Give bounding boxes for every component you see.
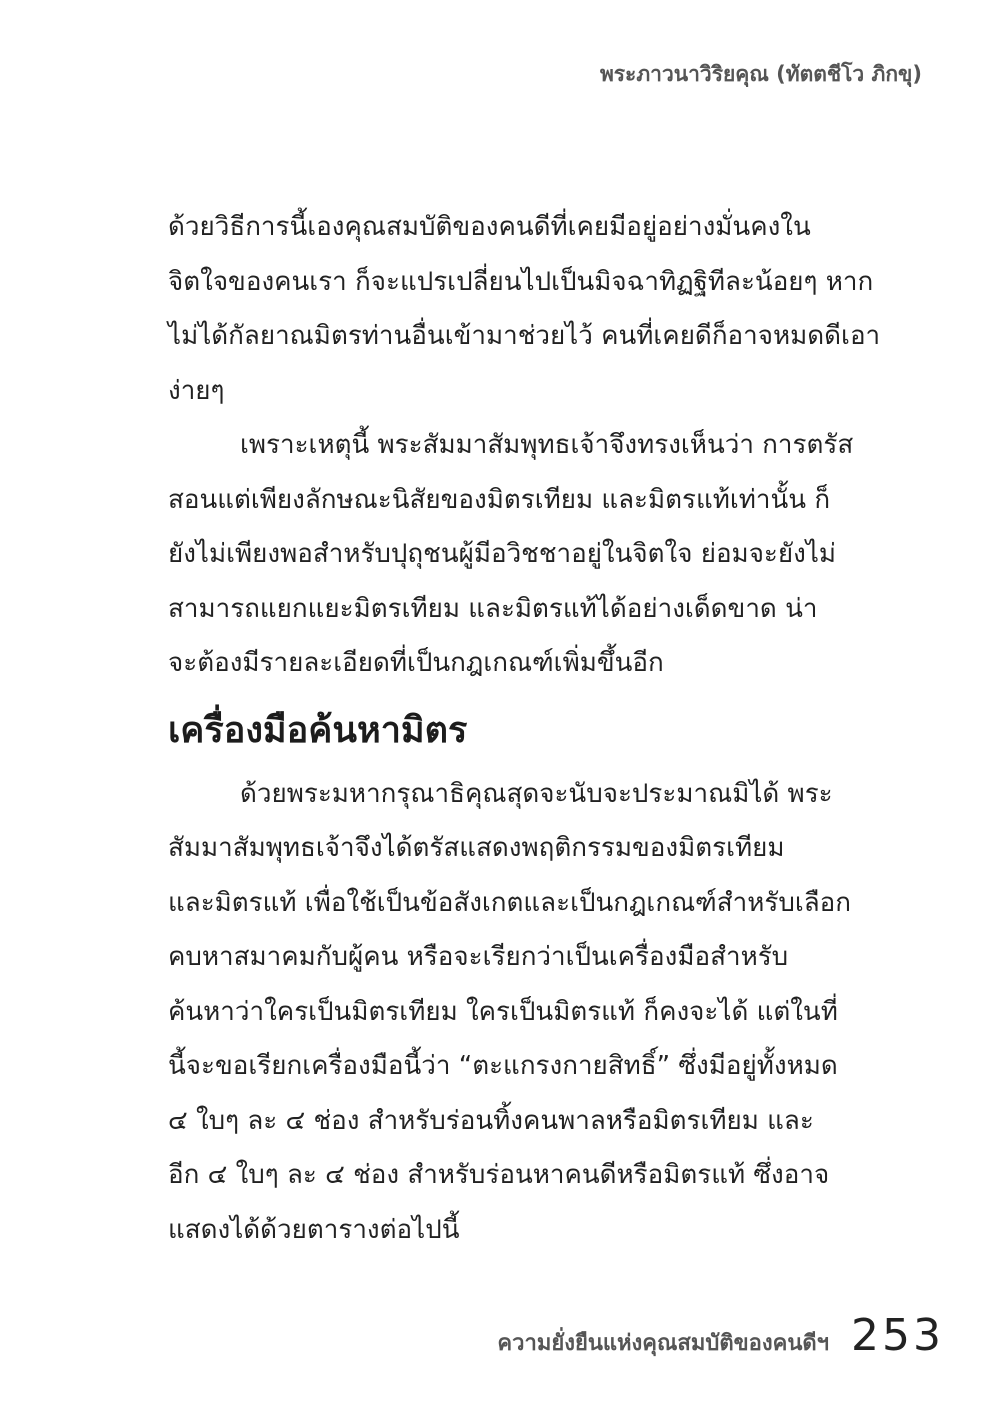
text-line: ๔ ใบๆ ละ ๔ ช่อง สำหรับร่อนทิ้งคนพาลหรือมิตรเทียม และ (168, 1105, 814, 1136)
footer-book-title: ความยั่งยืนแห่งคุณสมบัติของคนดีฯ (497, 1331, 830, 1356)
text-line: เพราะเหตุนี้ พระสัมมาสัมพุทธเจ้าจึงทรงเห็นว่า การตรัส (240, 430, 854, 460)
page-number: 253 (851, 1310, 944, 1361)
text-line: ด้วยวิธีการนี้เองคุณสมบัติของคนดีที่เคยมีอยู่อย่างมั่นคงใน (168, 212, 811, 242)
text-line: สัมมาสัมพุทธเจ้าจึงได้ตรัสแสดงพฤติกรรมของมิตรเทียม (168, 833, 785, 863)
paragraph-1 (168, 200, 881, 418)
text-line: จิตใจของคนเรา ก็จะแปรเปลี่ยนไปเป็นมิจฉาทิฏฐิทีละน้อยๆ หาก (168, 266, 874, 297)
text-line: แสดงได้ด้วยตารางต่อไปนี้ (168, 1214, 460, 1245)
running-header-title: พระภาวนาวิริยคุณ (ทัตตชีโว ภิกขุ) (599, 62, 922, 86)
text-line: สอนแต่เพียงลักษณะนิสัยของมิตรเทียม และมิตรแท้เท่านั้น ก็ (168, 484, 831, 515)
text-line: อีก ๔ ใบๆ ละ ๔ ช่อง สำหรับร่อนหาคนดีหรือมิตรแท้ ซึ่งอาจ (168, 1160, 830, 1190)
text-line: คบหาสมาคมกับผู้คน หรือจะเรียกว่าเป็นเครื่องมือสำหรับ (168, 942, 789, 972)
page-footer (497, 1310, 944, 1361)
text-line: และมิตรแท้ เพื่อใช้เป็นข้อสังเกตและเป็นกฎเกณฑ์สำหรับเลือก (168, 887, 852, 918)
text-line: จะต้องมีรายละเอียดที่เป็นกฎเกณฑ์เพิ่มขึ้นอีก (168, 648, 664, 678)
section-heading: เครื่องมือค้นหามิตร (168, 709, 468, 751)
text-line: ยังไม่เพียงพอสำหรับปุถุชนผู้มีอวิชชาอยู่ในจิตใจ ย่อมจะยังไม่ (168, 539, 837, 569)
text-line: ค้นหาว่าใครเป็นมิตรเทียม ใครเป็นมิตรแท้ ก็คงจะได้ แต่ในที่ (168, 996, 838, 1027)
text-line: ด้วยพระมหากรุณาธิคุณสุดจะนับจะประมาณมิได้ พระ (240, 778, 833, 809)
text-line: ง่ายๆ (168, 375, 225, 406)
text-line: สามารถแยกแยะมิตรเทียม และมิตรแท้ได้อย่างเด็ดขาด น่า (168, 593, 818, 624)
text-line: ไม่ได้กัลยาณมิตรท่านอื่นเข้ามาช่วยไว้ คนที่เคยดีก็อาจหมดดีเอา (168, 321, 881, 351)
paragraph-2 (168, 418, 868, 691)
paragraph-3 (168, 767, 868, 1258)
text-line: นี้จะขอเรียกเครื่องมือนี้ว่า “ตะแกรงกายสิทธิ์” ซึ่งมีอยู่ทั้งหมด (168, 1051, 838, 1081)
page-content (168, 200, 881, 1257)
